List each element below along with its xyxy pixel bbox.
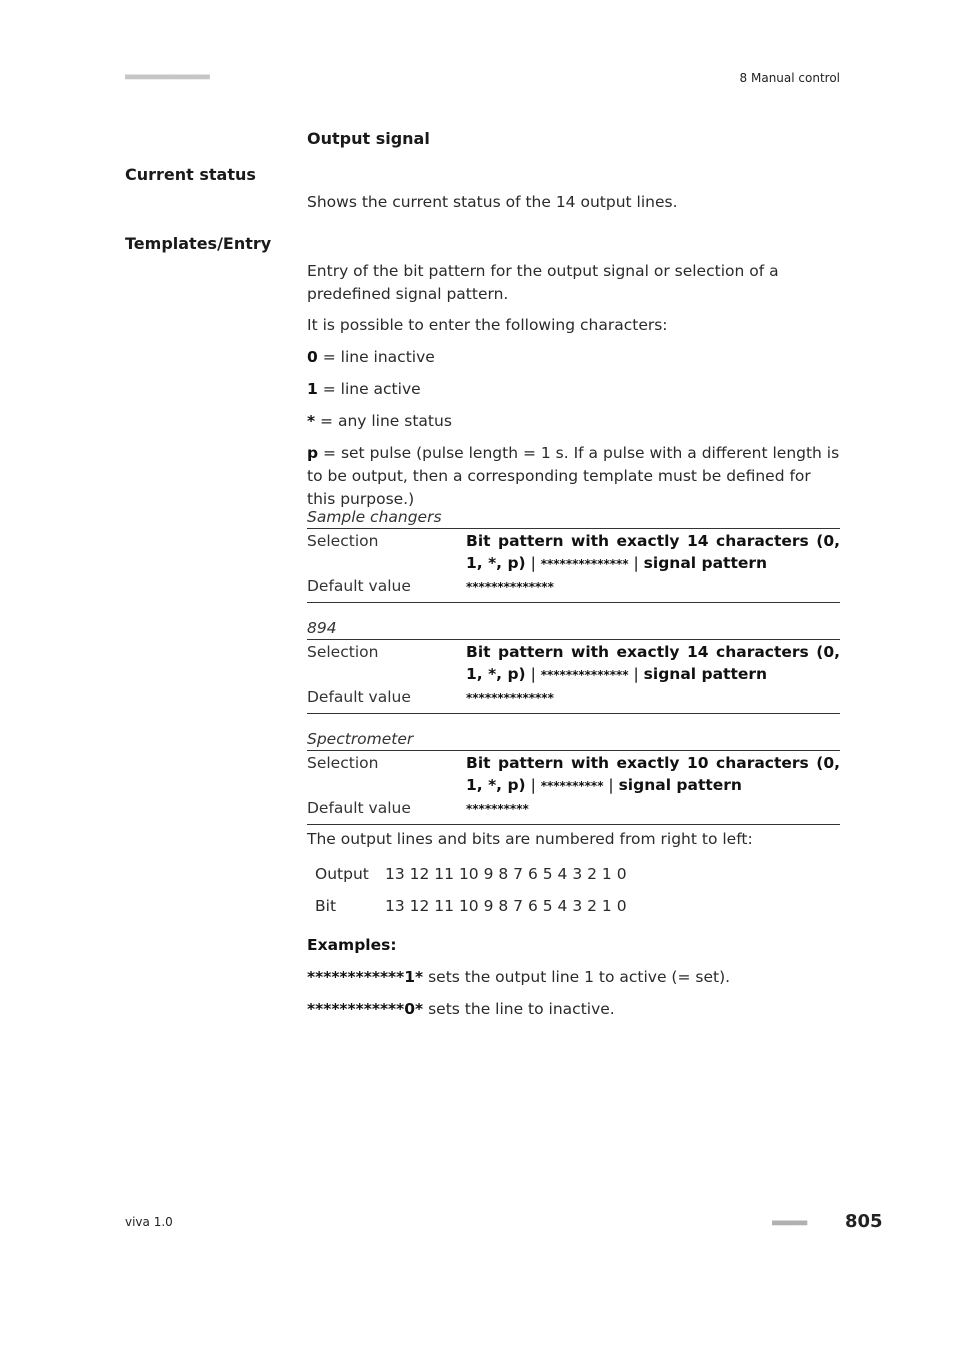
chars-intro: It is possible to enter the following characters: (307, 316, 668, 334)
parameter-table (307, 728, 840, 825)
footer-decoration: ■■■■■■■■■ (772, 1218, 807, 1227)
section-title: Output signal (307, 129, 430, 148)
numbering-text: The output lines and bits are numbered from right to left: (307, 830, 753, 848)
table-caption: 894 (307, 619, 337, 637)
example-text: sets the line to inactive. (423, 1000, 615, 1018)
char-item (307, 378, 840, 401)
chapter-title: 8 Manual control (739, 71, 840, 85)
default-label: Default value (307, 799, 411, 817)
table-caption: Sample changers (307, 508, 442, 526)
char-item (307, 442, 840, 511)
default-value: ************** (466, 580, 554, 594)
char-item (307, 346, 840, 369)
example-code: ************1* (307, 968, 424, 986)
char-item (307, 410, 840, 433)
char-desc: = line inactive (317, 348, 435, 366)
examples-title: Examples: (307, 936, 397, 954)
selection-label: Selection (307, 643, 379, 661)
example-code: ************0* (307, 1000, 424, 1018)
selection-value: Bit pattern with exactly 10 characters (0, 1, *, p) | ********** | signal pattern (466, 754, 840, 794)
page-number: 805 (845, 1211, 883, 1232)
current-status-text: Shows the current status of the 14 output lines. (307, 193, 678, 211)
char-desc: = line active (317, 380, 421, 398)
char-desc: = any line status (315, 412, 452, 430)
templates-intro: Entry of the bit pattern for the output signal or selection of a predefined signal pattern. (307, 262, 779, 303)
parameter-table (307, 617, 840, 714)
char-symbol: 0 (307, 348, 318, 366)
example-text: sets the output line 1 to active (= set). (423, 968, 731, 986)
char-symbol: p (307, 444, 319, 462)
row-values: 13 12 11 10 9 8 7 6 5 4 3 2 1 0 (385, 865, 627, 883)
selection-value: Bit pattern with exactly 14 characters (0, 1, *, p) | ************** | signal pattern (466, 532, 840, 572)
row-label: Output (315, 865, 369, 883)
example-item (307, 966, 840, 989)
selection-label: Selection (307, 532, 379, 550)
default-label: Default value (307, 577, 411, 595)
char-symbol: * (307, 412, 316, 430)
header-decoration: ■■■■■■■■■■■■■■■■■■■■■■ (125, 72, 209, 81)
current-status-heading: Current status (125, 165, 256, 184)
default-value: ************** (466, 691, 554, 705)
default-value: ********** (466, 802, 529, 816)
selection-value: Bit pattern with exactly 14 characters (0, 1, *, p) | ************** | signal pattern (466, 643, 840, 683)
char-symbol: 1 (307, 380, 318, 398)
row-label: Bit (315, 897, 337, 915)
row-values: 13 12 11 10 9 8 7 6 5 4 3 2 1 0 (385, 897, 627, 915)
default-label: Default value (307, 688, 411, 706)
selection-label: Selection (307, 754, 379, 772)
templates-entry-heading: Templates/Entry (125, 234, 272, 253)
table-caption: Spectrometer (307, 730, 414, 748)
parameter-table (307, 506, 840, 603)
char-desc: = set pulse (pulse length = 1 s. If a pulse with a different length is to be output, then a corresponding template must be defined for this purpose.) (307, 444, 840, 508)
footer-product: viva 1.0 (125, 1215, 173, 1229)
example-item (307, 998, 840, 1021)
